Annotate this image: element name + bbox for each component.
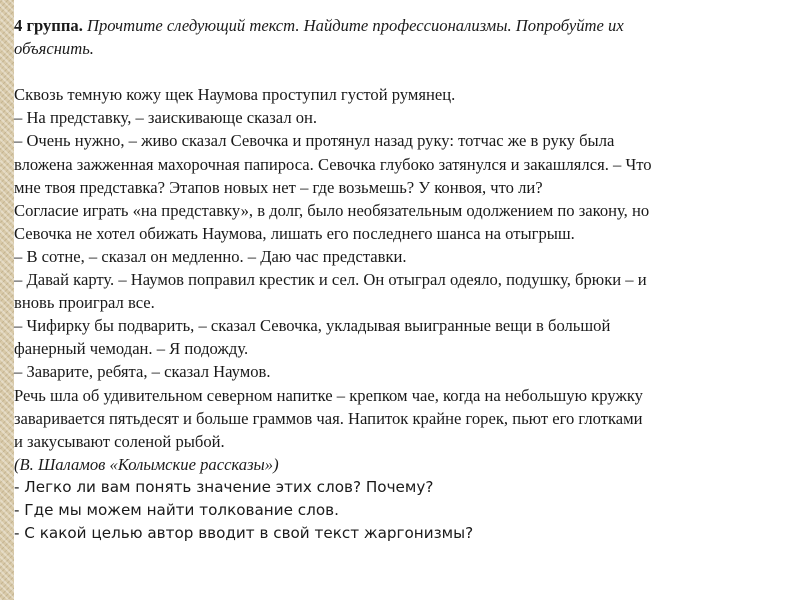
excerpt-text xyxy=(14,83,786,453)
task-heading-line-2: объяснить. xyxy=(14,39,94,59)
excerpt-line: Согласие играть «на представку», в долг, было необязательным одолжением по закону, но xyxy=(14,200,650,220)
excerpt-line: Севочка не хотел обижать Наумова, лишать его последнего шанса на отыгрыш. xyxy=(14,223,575,243)
question-item: - С какой целью автор вводит в свой текст жаргонизмы? xyxy=(14,524,474,543)
citation: (В. Шаламов «Колымские рассказы») xyxy=(14,454,279,474)
task-instruction: Прочтите следующий текст. Найдите профессионализмы. Попробуйте их xyxy=(87,16,624,35)
excerpt-line: Речь шла об удивительном северном напитке – крепком чае, когда на небольшую кружку xyxy=(14,385,643,405)
excerpt-line: – Очень нужно, – живо сказал Севочка и протянул назад руку: тотчас же в руку была xyxy=(14,131,615,151)
excerpt-line: – На представку, – заискивающе сказал он. xyxy=(14,108,318,128)
question-item: - Легко ли вам понять значение этих слов? Почему? xyxy=(14,477,434,496)
excerpt-line: и закусывают соленой рыбой. xyxy=(14,431,225,451)
task-heading-line-1 xyxy=(14,14,786,37)
questions-list xyxy=(14,476,786,545)
excerpt-line: вновь проиграл все. xyxy=(14,293,155,313)
slide-text xyxy=(14,14,786,545)
excerpt-line: фанерный чемодан. – Я подожду. xyxy=(14,339,249,359)
excerpt-line: вложена зажженная махорочная папироса. Севочка глубоко затянулся и закашлялся. – Что xyxy=(14,154,652,174)
blank-line xyxy=(14,60,786,83)
excerpt-line: Сквозь темную кожу щек Наумова проступил густой румянец. xyxy=(14,85,456,105)
excerpt-line: мне твоя представка? Этапов новых нет – где возьмешь? У конвоя, что ли? xyxy=(14,177,543,197)
excerpt-line: – Чифирку бы подварить, – сказал Севочка, укладывая выигранные вещи в большой xyxy=(14,316,611,336)
question-item: - Где мы можем найти толкование слов. xyxy=(14,500,339,519)
decorative-side-strip xyxy=(0,0,14,600)
excerpt-line: – Заварите, ребята, – сказал Наумов. xyxy=(14,362,271,382)
excerpt-line: – В сотне, – сказал он медленно. – Даю час представки. xyxy=(14,246,407,266)
group-label: 4 группа. xyxy=(14,16,83,35)
excerpt-line: – Давай карту. – Наумов поправил крестик и сел. Он отыграл одеяло, подушку, брюки – и xyxy=(14,270,647,290)
excerpt-line: заваривается пятьдесят и больше граммов чая. Напиток крайне горек, пьют его глотками xyxy=(14,408,643,428)
